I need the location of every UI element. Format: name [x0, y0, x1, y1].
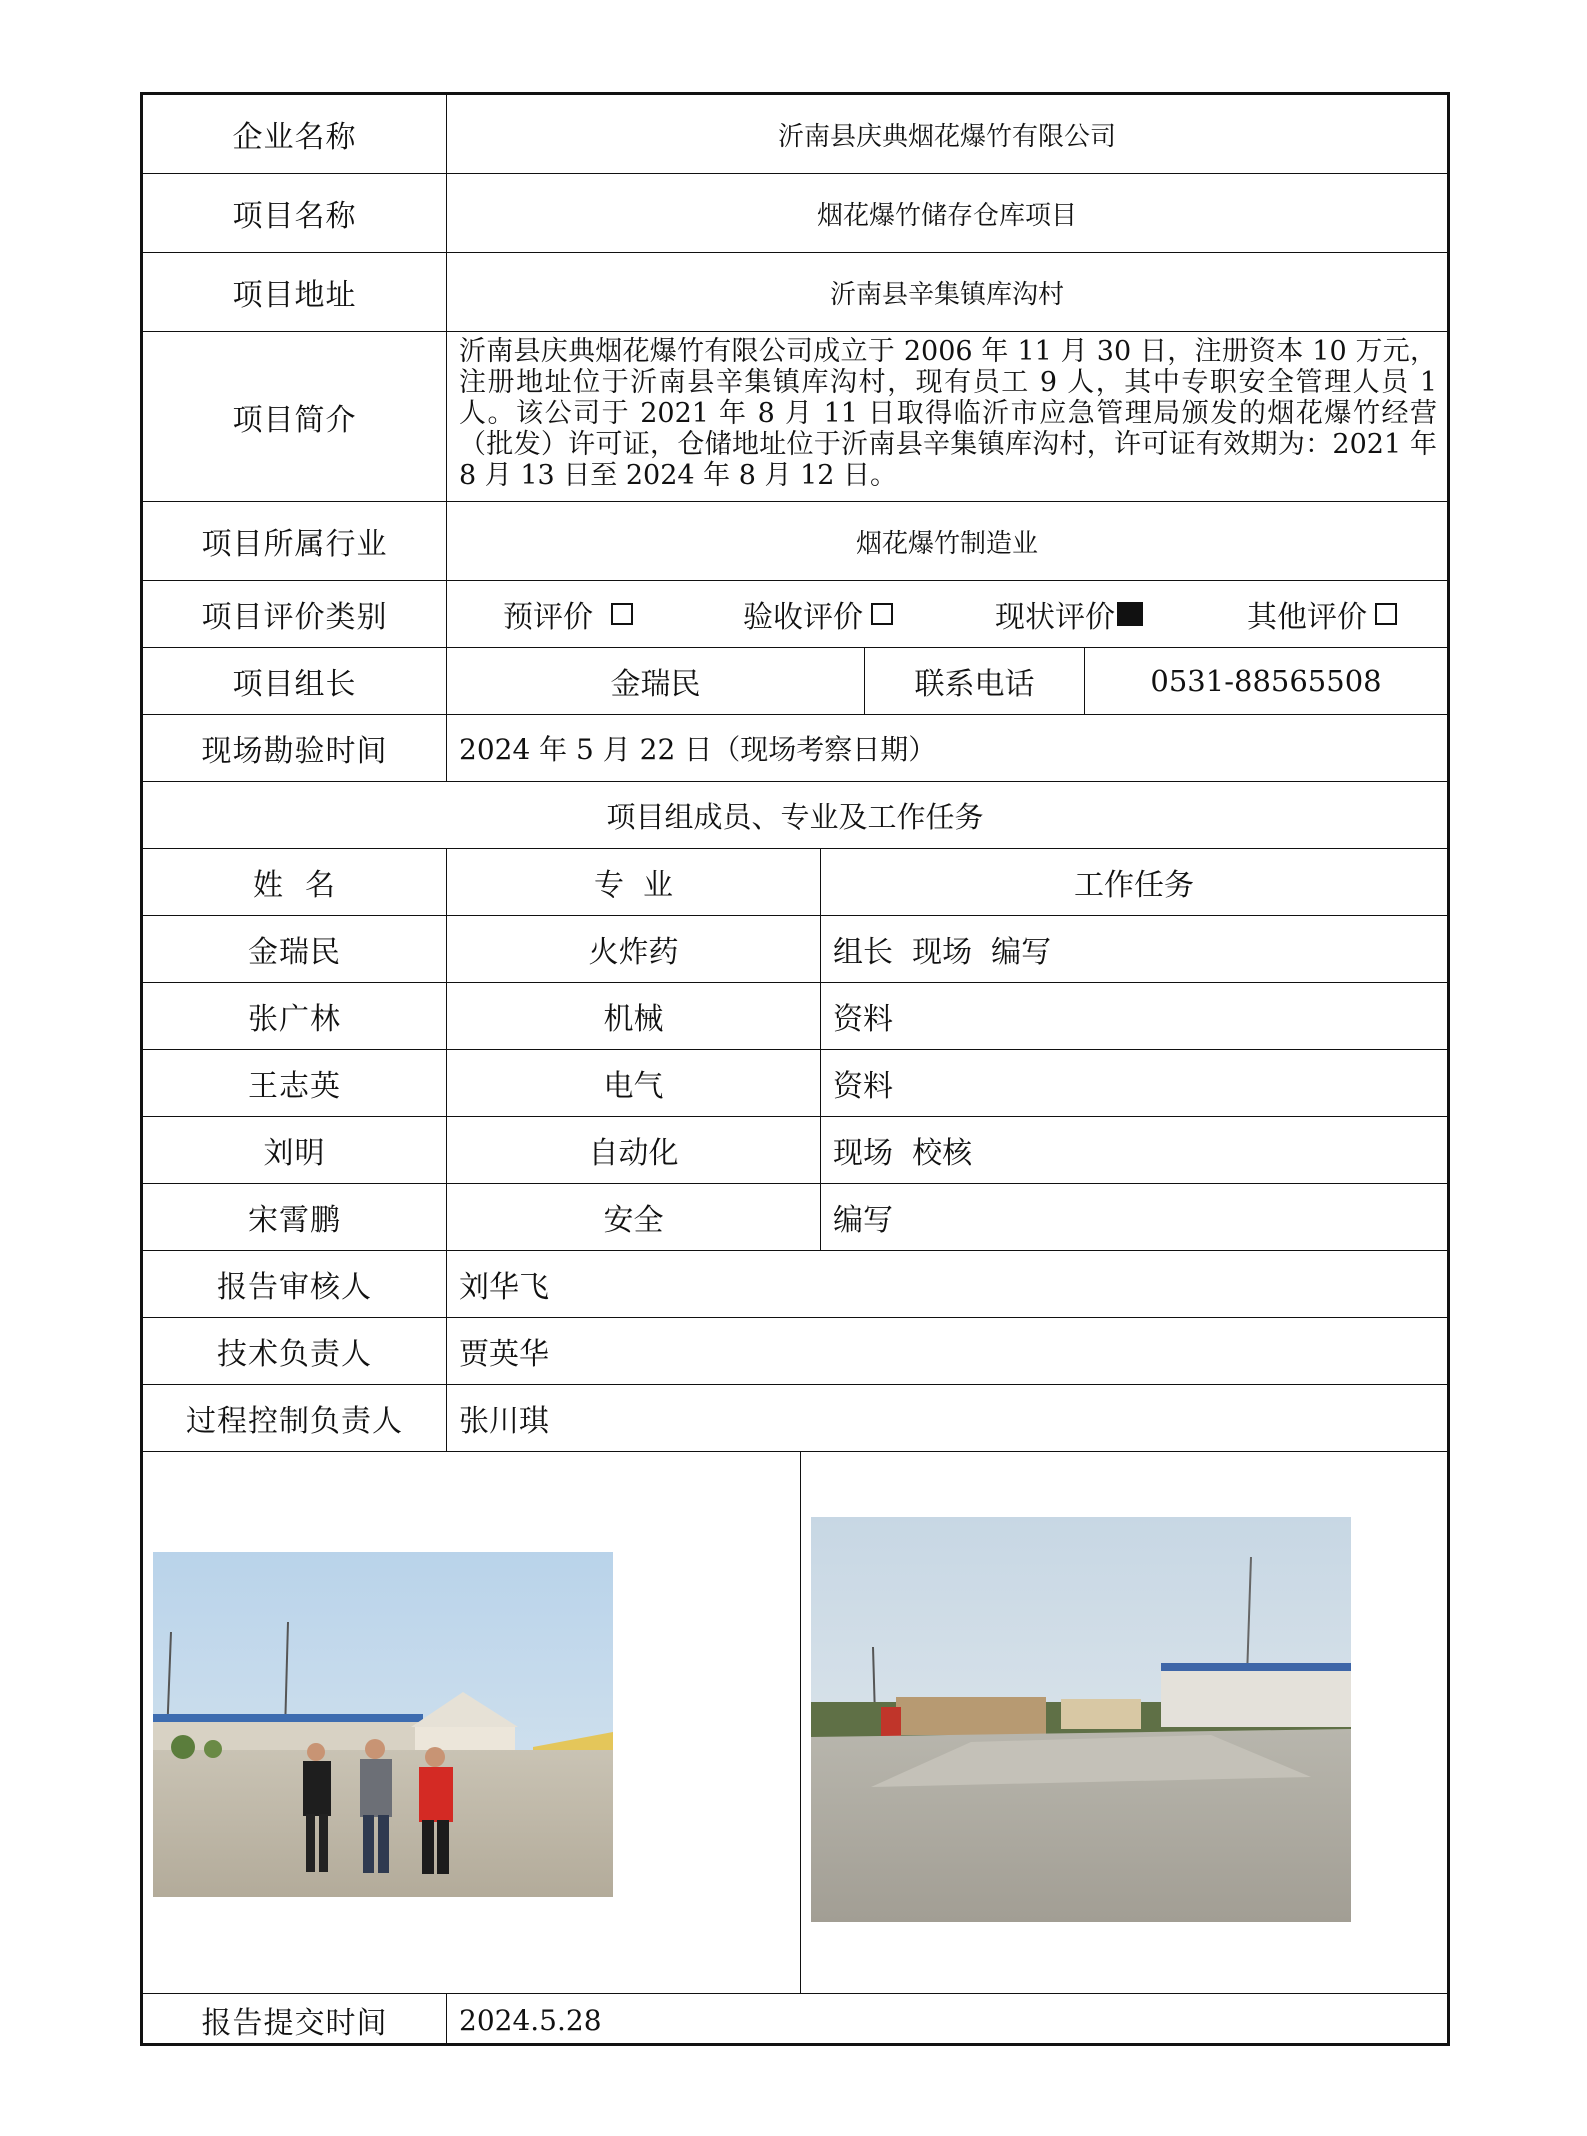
process-lead-label: 过程控制负责人 — [143, 1385, 447, 1451]
project-address-label: 项目地址 — [143, 253, 447, 331]
header-major: 专 业 — [447, 849, 821, 915]
process-lead-value: 张川琪 — [459, 1404, 549, 1439]
member-major: 自动化 — [447, 1117, 821, 1183]
table-row — [143, 916, 1447, 983]
row-industry — [143, 502, 1447, 581]
submit-label: 报告提交时间 — [143, 1994, 447, 2046]
table-row — [143, 983, 1447, 1050]
company-label: 企业名称 — [143, 95, 447, 173]
member-major: 机械 — [447, 983, 821, 1049]
site-photo-yard — [811, 1517, 1351, 1922]
row-reviewer — [143, 1251, 1447, 1318]
member-task: 编写 — [833, 1203, 893, 1238]
eval-option-status-label: 现状评价 — [995, 600, 1115, 635]
eval-option-acceptance[interactable] — [743, 581, 893, 647]
leader-value: 金瑞民 — [447, 648, 865, 714]
site-photo-team — [153, 1552, 613, 1897]
project-intro-label: 项目简介 — [143, 332, 447, 501]
survey-time-value: 2024 年 5 月 22 日（现场考察日期） — [459, 733, 937, 766]
header-task: 工作任务 — [1074, 868, 1194, 903]
eval-option-other-label: 其他评价 — [1247, 600, 1367, 635]
leader-label: 项目组长 — [143, 648, 447, 714]
member-task: 现场 校核 — [833, 1136, 973, 1171]
member-name: 王志英 — [143, 1050, 447, 1116]
eval-option-status[interactable] — [995, 581, 1143, 647]
eval-type-label: 项目评价类别 — [143, 581, 447, 647]
member-name: 张广林 — [143, 983, 447, 1049]
eval-option-status-checkbox[interactable] — [1117, 602, 1143, 626]
project-intro-value: 沂南县庆典烟花爆竹有限公司成立于 2006 年 11 月 30 日，注册资本 10 万元，注册地址位于沂南县辛集镇库沟村，现有员工 9 人，其中专职安全管理人员 1 人。该公司于 2021 年 8 月 11 日取得临沂市应急管理局颁发的烟花爆竹经营（批发）许可证，仓储地址位于沂南县辛集镇库沟村，许可证有效期为：2021 年 8 月 13 日至 2024 年 8 月 12 日。 — [459, 336, 1437, 491]
row-submit — [143, 1994, 1447, 2046]
submit-value: 2024.5.28 — [459, 2003, 602, 2037]
member-task: 资料 — [833, 1002, 893, 1037]
member-major: 电气 — [447, 1050, 821, 1116]
phone-value: 0531-88565508 — [1150, 664, 1382, 698]
eval-option-pre-checkbox[interactable] — [611, 603, 633, 625]
eval-option-other[interactable] — [1247, 581, 1397, 647]
table-row — [143, 1184, 1447, 1251]
reviewer-label: 报告审核人 — [143, 1251, 447, 1317]
eval-option-other-checkbox[interactable] — [1375, 603, 1397, 625]
row-project-intro — [143, 332, 1447, 502]
phone-label: 联系电话 — [865, 648, 1085, 714]
industry-label: 项目所属行业 — [143, 502, 447, 580]
row-photos — [143, 1452, 1447, 1994]
row-leader — [143, 648, 1447, 715]
eval-option-acceptance-label: 验收评价 — [743, 600, 863, 635]
company-value: 沂南县庆典烟花爆竹有限公司 — [777, 121, 1116, 152]
row-process-lead — [143, 1385, 1447, 1452]
member-task: 组长 现场 编写 — [833, 935, 1052, 970]
member-name: 宋霄鹏 — [143, 1184, 447, 1250]
site-photo-team-image — [153, 1552, 613, 1897]
site-photo-yard-image — [811, 1517, 1351, 1922]
table-row — [143, 1117, 1447, 1184]
members-header-row — [143, 849, 1447, 916]
report-table — [140, 92, 1450, 2046]
row-project-address — [143, 253, 1447, 332]
tech-lead-value: 贾英华 — [459, 1337, 549, 1372]
table-row — [143, 1050, 1447, 1117]
row-tech-lead — [143, 1318, 1447, 1385]
member-task: 资料 — [833, 1069, 893, 1104]
reviewer-value: 刘华飞 — [459, 1270, 549, 1305]
member-name: 金瑞民 — [143, 916, 447, 982]
members-title: 项目组成员、专业及工作任务 — [606, 799, 984, 834]
member-major: 安全 — [447, 1184, 821, 1250]
row-project-name — [143, 174, 1447, 253]
member-major: 火炸药 — [447, 916, 821, 982]
eval-option-pre-label: 预评价 — [503, 600, 593, 635]
tech-lead-label: 技术负责人 — [143, 1318, 447, 1384]
eval-option-acceptance-checkbox[interactable] — [871, 603, 893, 625]
project-address-value: 沂南县辛集镇库沟村 — [829, 279, 1064, 310]
header-name: 姓 名 — [143, 849, 447, 915]
project-name-label: 项目名称 — [143, 174, 447, 252]
survey-time-label: 现场勘验时间 — [143, 715, 447, 781]
member-name: 刘明 — [143, 1117, 447, 1183]
row-eval-type — [143, 581, 1447, 648]
row-members-title — [143, 782, 1447, 849]
row-survey-time — [143, 715, 1447, 782]
project-name-value: 烟花爆竹储存仓库项目 — [816, 200, 1077, 231]
row-company — [143, 95, 1447, 174]
industry-value: 烟花爆竹制造业 — [855, 528, 1038, 559]
eval-option-pre[interactable] — [503, 581, 633, 647]
